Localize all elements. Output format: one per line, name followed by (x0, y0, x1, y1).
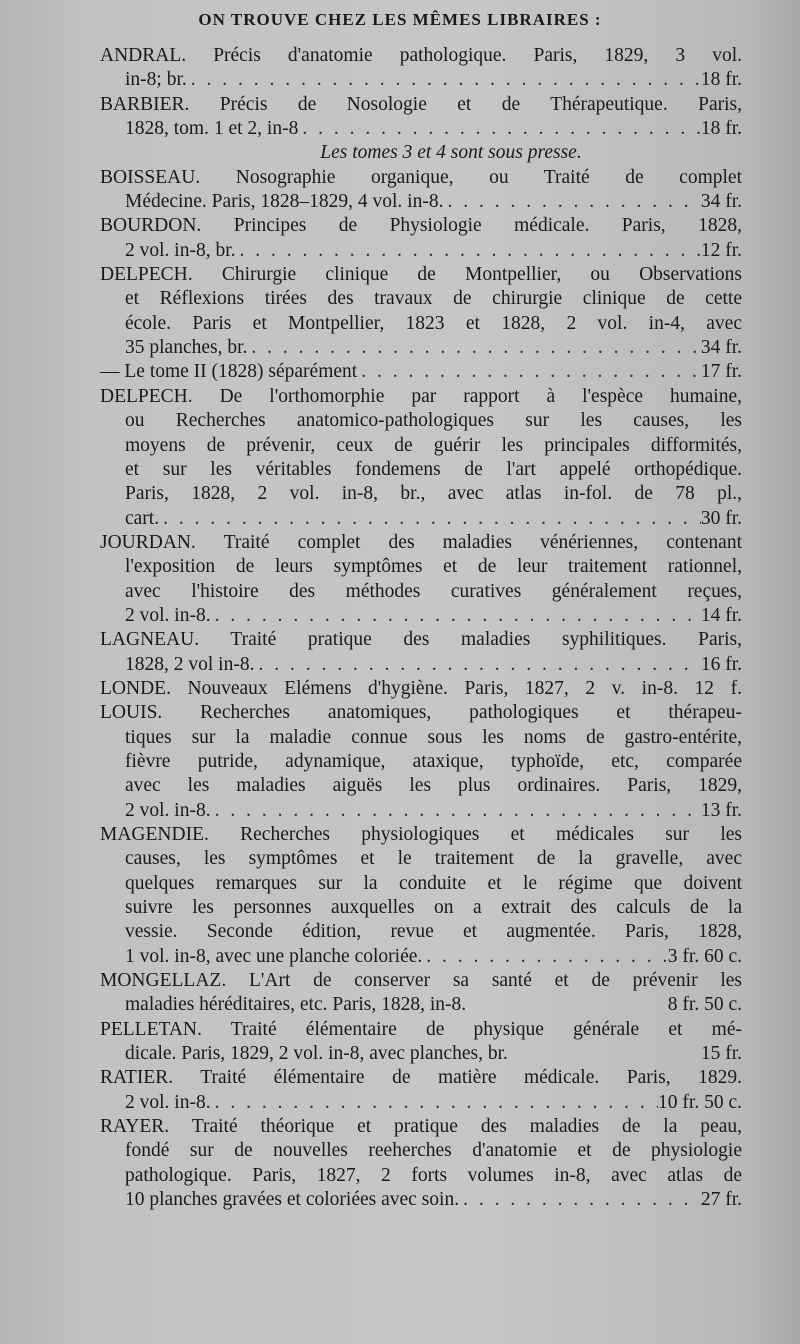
entry-text: maladies héréditaires, etc. Paris, 1828, in-8. (125, 994, 467, 1016)
dot-leader (236, 239, 701, 263)
catalogue-line (100, 1042, 742, 1066)
catalogue-entry (100, 628, 742, 677)
entry-title-line: LONDE. Nouveaux Elémens d'hygiène. Paris, 1827, 2 v. in-8. 12 f. (100, 677, 742, 699)
catalogue-list (100, 44, 742, 1213)
catalogue-entry (100, 701, 742, 823)
catalogue-entry (100, 263, 742, 360)
entry-continuation-line: quelques remarques sur la conduite et le régime que doivent (125, 872, 742, 894)
catalogue-line (100, 190, 742, 214)
dot-leader (211, 799, 701, 823)
entry-price: 13 fr. (700, 799, 742, 821)
catalogue-entry (100, 214, 742, 263)
entry-price: 18 fr. (700, 118, 742, 140)
entry-price: 12 fr. (700, 239, 742, 261)
entry-text: 1828, tom. 1 et 2, in-8 (125, 118, 299, 140)
dot-leader (459, 1188, 701, 1212)
entry-price: 34 fr. (700, 191, 742, 213)
entry-continuation-line: ou Recherches anatomico-pathologiques sur les causes, les (125, 410, 742, 432)
catalogue-line (100, 604, 742, 628)
catalogue-entry (100, 1066, 742, 1115)
entry-continuation-line: moyens de prévenir, ceux de guérir les principales difformités, (125, 434, 742, 456)
catalogue-entry (100, 531, 742, 628)
dot-leader (159, 507, 701, 531)
entry-continuation-line: et sur les véritables fondemens de l'art appelé orthopédique. (125, 458, 742, 480)
catalogue-entry (100, 1115, 742, 1212)
entry-price: 10 fr. 50 c. (658, 1091, 742, 1113)
dot-leader (422, 945, 668, 969)
entry-text: dicale. Paris, 1829, 2 vol. in-8, avec planches, br. (125, 1043, 508, 1065)
entry-title-line: BOISSEAU. Nosographie organique, ou Traité de complet (100, 166, 742, 188)
entry-title-line: ANDRAL. Précis d'anatomie pathologique. Paris, 1829, 3 vol. (100, 45, 742, 66)
dot-leader (357, 360, 701, 384)
entry-note: Les tomes 3 et 4 sont sous presse. (320, 142, 582, 164)
entry-text: — Le tome II (1828) séparément (100, 361, 358, 383)
entry-text: 2 vol. in-8. (125, 1091, 211, 1113)
catalogue-line (100, 360, 742, 384)
entry-title-line: DELPECH. Chirurgie clinique de Montpellier, ou Observations (100, 264, 742, 286)
entry-continuation-line: école. Paris et Montpellier, 1823 et 1828, 2 vol. in-4, avec (125, 312, 742, 334)
entry-price: 30 fr. (700, 507, 742, 529)
entry-continuation-line: fièvre putride, adynamique, ataxique, typhoïde, etc, comparée (125, 750, 742, 772)
entry-continuation-line: et Réflexions tirées des travaux de chirurgie clinique de cette (125, 288, 742, 310)
catalogue-entry (100, 93, 742, 142)
dot-leader (247, 336, 700, 360)
entry-text: in-8; br. (125, 69, 187, 91)
catalogue-entry (100, 360, 742, 384)
entry-price: 16 fr. (700, 653, 742, 675)
entry-price: 18 fr. (700, 69, 742, 91)
catalogue-entry (100, 141, 742, 165)
entry-text: 10 planches gravées et coloriées avec soin. (125, 1189, 460, 1211)
entry-price: 14 fr. (700, 604, 742, 626)
catalogue-entry (100, 677, 742, 701)
catalogue-line (100, 653, 742, 677)
dot-leader (443, 190, 700, 214)
catalogue-entry (100, 44, 742, 93)
dot-leader (187, 68, 701, 92)
page-header: ON TROUVE CHEZ LES MÊMES LIBRAIRES : (198, 10, 602, 29)
catalogue-line (100, 117, 742, 141)
entry-title-line: LOUIS. Recherches anatomiques, pathologiques et thérapeu- (100, 702, 742, 724)
catalogue-entry (100, 969, 742, 1018)
catalogue-entry (100, 1018, 742, 1067)
entry-price: 17 fr. (700, 361, 742, 383)
entry-text: cart. (125, 507, 160, 529)
entry-title-line: MONGELLAZ. L'Art de conserver sa santé et de prévenir les (100, 970, 742, 992)
entry-title-line: MAGENDIE. Recherches physiologiques et médicales sur les (100, 824, 742, 845)
catalogue-line (100, 1091, 742, 1115)
entry-title-line: RATIER. Traité élémentaire de matière médicale. Paris, 1829. (100, 1067, 742, 1089)
entry-continuation-line: avec l'histoire des méthodes curatives généralement reçues, (125, 580, 742, 602)
entry-title-line: PELLETAN. Traité élémentaire de physique générale et mé- (100, 1018, 742, 1040)
entry-text: Médecine. Paris, 1828–1829, 4 vol. in-8. (125, 191, 444, 213)
entry-text: 1 vol. in-8, avec une planche coloriée. (125, 945, 423, 967)
entry-continuation-line: avec les maladies aiguës les plus ordinaires. Paris, 1829, (125, 775, 742, 797)
entry-continuation-line: suivre les personnes auxquelles on a extrait des calculs de la (125, 897, 742, 919)
entry-continuation-line: fondé sur de nouvelles reeherches d'anatomie et de physiologie (125, 1140, 742, 1162)
entry-continuation-line: Paris, 1828, 2 vol. in-8, br., avec atlas in-fol. de 78 pl., (125, 483, 742, 505)
entry-title-line: BARBIER. Précis de Nosologie et de Thérapeutique. Paris, (100, 93, 742, 115)
catalogue-line (100, 336, 742, 360)
entry-text: 2 vol. in-8, br. (125, 239, 236, 261)
entry-text: 35 planches, br. (125, 337, 248, 359)
entry-continuation-line: tiques sur la maladie connue sous les noms de gastro-entérite, (125, 726, 742, 748)
entry-title-line: BOURDON. Principes de Physiologie médicale. Paris, 1828, (100, 215, 742, 237)
entry-price: 8 fr. 50 c. (667, 994, 742, 1016)
entry-title-line: DELPECH. De l'orthomorphie par rapport à l'espèce humaine, (100, 385, 742, 407)
catalogue-line (100, 945, 742, 969)
catalogue-entry (100, 166, 742, 215)
catalogue-line (100, 799, 742, 823)
catalogue-entry (100, 385, 742, 531)
entry-continuation-line: vessie. Seconde édition, revue et augmentée. Paris, 1828, (125, 921, 742, 943)
dot-leader (298, 117, 701, 141)
entry-price: 27 fr. (700, 1189, 742, 1211)
catalogue-line (100, 507, 742, 531)
catalogue-entry (100, 823, 742, 969)
dot-leader (211, 604, 701, 628)
entry-continuation-line: causes, les symptômes et le traitement de la gravelle, avec (125, 848, 742, 870)
dot-leader (254, 653, 700, 677)
entry-title-line: RAYER. Traité théorique et pratique des maladies de la peau, (100, 1116, 742, 1138)
dot-leader (211, 1091, 658, 1115)
catalogue-line (100, 1188, 742, 1212)
entry-text: 2 vol. in-8. (125, 604, 211, 626)
entry-text: 2 vol. in-8. (125, 799, 211, 821)
entry-title-line: JOURDAN. Traité complet des maladies vénériennes, contenant (100, 531, 742, 553)
entry-continuation-line: pathologique. Paris, 1827, 2 forts volumes in-8, avec atlas de (125, 1164, 742, 1186)
entry-price: 3 fr. 60 c. (667, 945, 742, 967)
catalogue-line (100, 68, 742, 92)
entry-text: 1828, 2 vol in-8. (125, 653, 255, 675)
entry-price: 34 fr. (700, 337, 742, 359)
catalogue-line (100, 239, 742, 263)
entry-title-line: LAGNEAU. Traité pratique des maladies syphilitiques. Paris, (100, 629, 742, 651)
entry-price: 15 fr. (700, 1043, 742, 1065)
entry-continuation-line: l'exposition de leurs symptômes et de leur traitement rationnel, (125, 556, 742, 578)
catalogue-line (100, 993, 742, 1017)
